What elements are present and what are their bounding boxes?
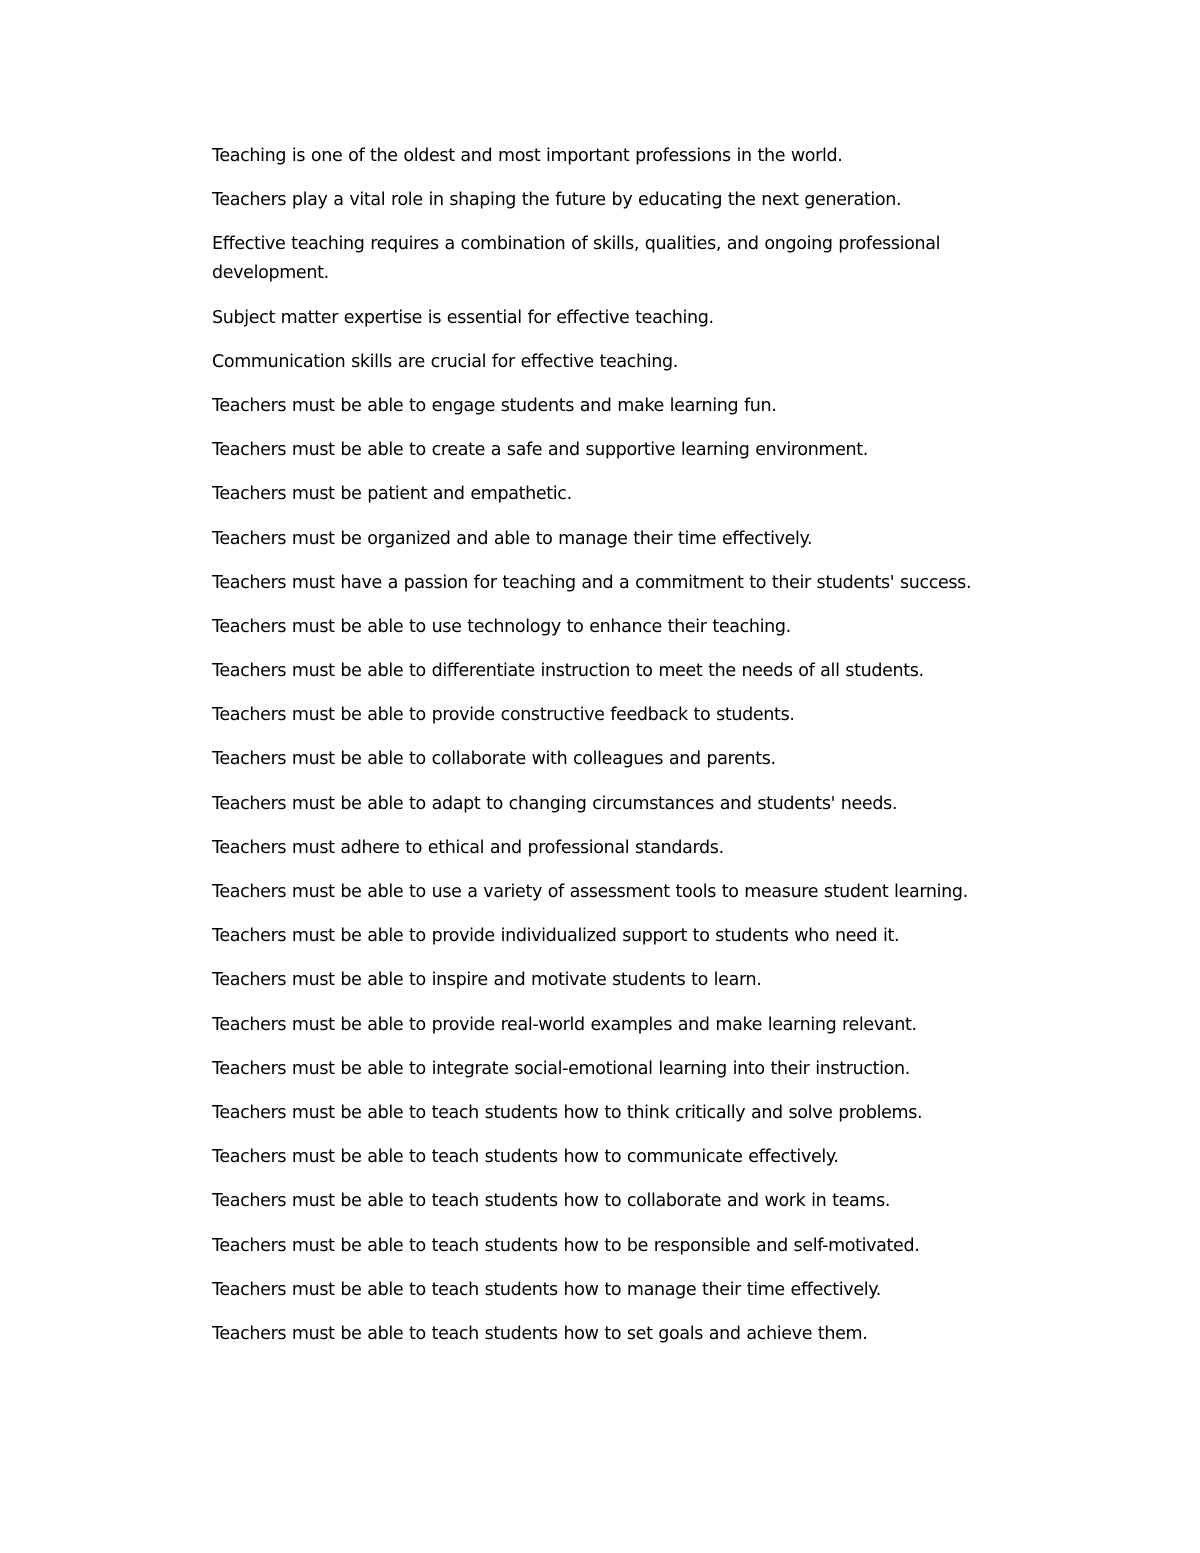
paragraph: Teachers must be able to teach students how to communicate effectively. — [212, 1147, 839, 1168]
paragraph: Teachers must be able to adapt to changing circumstances and students' needs. — [212, 793, 898, 814]
paragraph: Teachers must be able to provide constructive feedback to students. — [212, 705, 795, 726]
paragraph: Teachers must be able to integrate social-emotional learning into their instruction. — [212, 1058, 910, 1079]
paragraph: Teachers must be able to provide individualized support to students who need it. — [212, 926, 900, 947]
paragraph: Teachers must be able to teach students how to think critically and solve problems. — [212, 1102, 923, 1123]
paragraph: Teachers must be able to differentiate instruction to meet the needs of all students. — [212, 661, 924, 682]
paragraph: Teachers must have a passion for teaching and a commitment to their students' success. — [212, 572, 972, 593]
paragraph: Communication skills are crucial for effective teaching. — [212, 351, 679, 372]
paragraph: Teachers must be able to use a variety of assessment tools to measure student learning. — [212, 882, 968, 902]
paragraph: Teachers must adhere to ethical and professional standards. — [212, 837, 724, 858]
paragraph: Teachers must be able to teach students how to be responsible and self-motivated. — [212, 1235, 920, 1256]
paragraph: Teachers must be able to use technology to enhance their teaching. — [212, 616, 791, 637]
document-body — [212, 142, 1002, 1364]
paragraph: Teachers must be able to create a safe and supportive learning environment. — [212, 440, 869, 461]
paragraph: Teachers must be able to collaborate with colleagues and parents. — [212, 749, 776, 770]
paragraph: Teachers must be able to teach students how to collaborate and work in teams. — [212, 1191, 891, 1212]
paragraph: Teachers must be able to teach students how to manage their time effectively. — [212, 1279, 881, 1300]
paragraph: Teachers must be organized and able to manage their time effectively. — [212, 528, 813, 549]
paragraph: Subject matter expertise is essential for effective teaching. — [212, 307, 714, 328]
paragraph: Teachers must be able to inspire and motivate students to learn. — [212, 970, 762, 991]
paragraph: Effective teaching requires a combination of skills, qualities, and ongoing professional development. — [212, 234, 941, 284]
paragraph: Teaching is one of the oldest and most important professions in the world. — [212, 146, 843, 166]
paragraph: Teachers must be able to engage students and make learning fun. — [212, 395, 777, 416]
paragraph: Teachers must be patient and empathetic. — [212, 484, 572, 505]
paragraph: Teachers must be able to provide real-world examples and make learning relevant. — [212, 1014, 917, 1035]
paragraph: Teachers must be able to teach students how to set goals and achieve them. — [212, 1323, 868, 1344]
paragraph: Teachers play a vital role in shaping the future by educating the next generation. — [212, 190, 902, 211]
